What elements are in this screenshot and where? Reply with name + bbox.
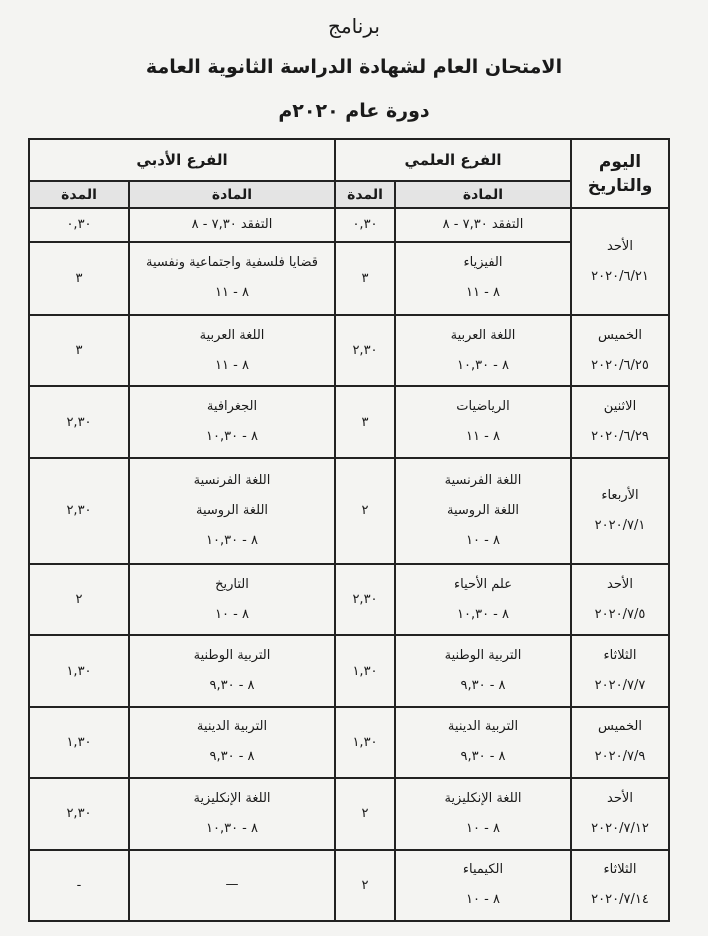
table-row — [29, 707, 669, 778]
exam-time: ٨ - ١٠,٣٠ — [205, 532, 258, 548]
lit-subject-cell — [129, 850, 335, 921]
subject-name: التفقد ٧,٣٠ - ٨ — [442, 216, 524, 232]
exam-date: ٢٠٢٠/٦/٢٥ — [591, 357, 649, 373]
lit-duration-cell: ٣ — [29, 315, 129, 386]
sci-subject-cell — [395, 458, 571, 564]
subject-name: — — [225, 877, 239, 893]
day-date-header: اليوم والتاريخ — [571, 139, 669, 208]
table-row — [29, 850, 669, 921]
subject-name: قضايا فلسفية واجتماعية ونفسية — [146, 255, 318, 271]
sci-subject-cell — [395, 778, 571, 849]
sci-duration-header: المدة — [335, 181, 395, 208]
lit-duration-cell: ٢,٣٠ — [29, 458, 129, 564]
sci-subject-cell — [395, 707, 571, 778]
sci-subject-cell — [395, 242, 571, 315]
table-row — [29, 386, 669, 457]
exam-date: ٢٠٢٠/٧/١٤ — [591, 892, 649, 908]
sci-duration-cell: ٣ — [335, 386, 395, 457]
table-row — [29, 315, 669, 386]
subject-name: علم الأحياء — [454, 576, 512, 592]
exam-schedule-table — [28, 138, 670, 922]
subject-name: الفيزياء — [463, 255, 503, 271]
sci-duration-cell: ٢ — [335, 850, 395, 921]
lit-subject-cell — [129, 564, 335, 635]
subject-name: الجغرافية — [206, 399, 258, 415]
lit-duration-header: المدة — [29, 181, 129, 208]
day-name: الأربعاء — [601, 487, 639, 503]
subject-name: اللغة الإنكليزية — [193, 790, 271, 806]
subject-name: التربية الوطنية — [444, 648, 522, 664]
day-name: الثلاثاء — [603, 648, 637, 664]
sci-subject-cell — [395, 315, 571, 386]
lit-subject-cell — [129, 458, 335, 564]
lit-subject-cell — [129, 386, 335, 457]
exam-date: ٢٠٢٠/٧/١٢ — [591, 820, 649, 836]
sci-subject-header: المادة — [395, 181, 571, 208]
day-cell — [571, 778, 669, 849]
subject-name: التفقد ٧,٣٠ - ٨ — [191, 216, 273, 232]
exam-time: ٨ - ١٠ — [466, 892, 500, 908]
table-row — [29, 458, 669, 564]
sci-duration-cell: ٠,٣٠ — [335, 208, 395, 242]
exam-time: ٨ - ١٠,٣٠ — [456, 606, 509, 622]
exam-time: ٨ - ١٠,٣٠ — [205, 429, 258, 445]
subject-name: التربية الوطنية — [193, 648, 271, 664]
subject-name: الكيمياء — [462, 862, 504, 878]
day-name: الخميس — [598, 719, 642, 735]
exam-time: ٨ - ١١ — [215, 357, 249, 373]
exam-date: ٢٠٢٠/٧/٧ — [594, 678, 646, 694]
day-name: الثلاثاء — [603, 862, 637, 878]
exam-title: الامتحان العام لشهادة الدراسة الثانوية العامة — [145, 56, 563, 78]
lit-subject-cell — [129, 707, 335, 778]
subject-name: اللغة الإنكليزية — [444, 790, 522, 806]
lit-subject-header: المادة — [129, 181, 335, 208]
subject-name: التاريخ — [215, 576, 249, 592]
day-name: الخميس — [598, 327, 642, 343]
lit-subject-cell — [129, 315, 335, 386]
sci-subject-cell — [395, 564, 571, 635]
program-heading: برنامج — [328, 14, 380, 38]
subject-name: اللغة الفرنسية — [444, 472, 522, 488]
lit-duration-cell: ٢ — [29, 564, 129, 635]
sci-duration-cell: ٢ — [335, 778, 395, 849]
subject-name: اللغة العربية — [450, 327, 516, 343]
day-cell — [571, 386, 669, 457]
day-cell — [571, 458, 669, 564]
lit-subject-cell — [129, 635, 335, 706]
exam-date: ٢٠٢٠/٧/٥ — [594, 606, 646, 622]
day-cell — [571, 850, 669, 921]
lit-duration-cell: - — [29, 850, 129, 921]
sci-duration-cell: ٢ — [335, 458, 395, 564]
sci-duration-cell: ٢,٣٠ — [335, 315, 395, 386]
day-cell — [571, 635, 669, 706]
sci-duration-cell: ٢,٣٠ — [335, 564, 395, 635]
sci-subject-cell — [395, 386, 571, 457]
subject-name: اللغة الروسية — [446, 502, 520, 518]
exam-date: ٢٠٢٠/٧/٩ — [594, 749, 646, 765]
exam-time: ٨ - ٩,٣٠ — [209, 749, 255, 765]
table-row — [29, 778, 669, 849]
exam-time: ٨ - ١٠,٣٠ — [205, 820, 258, 836]
exam-time: ٨ - ١٠ — [466, 820, 500, 836]
table-row — [29, 564, 669, 635]
subject-name: التربية الدينية — [447, 719, 519, 735]
lit-subject-cell — [129, 242, 335, 315]
sci-subject-cell — [395, 208, 571, 242]
exam-time: ٨ - ١١ — [466, 285, 500, 301]
exam-time: ٨ - ٩,٣٠ — [209, 678, 255, 694]
sci-subject-cell — [395, 635, 571, 706]
exam-time: ٨ - ١١ — [466, 429, 500, 445]
exam-time: ٨ - ١٠ — [215, 606, 249, 622]
sci-subject-cell — [395, 850, 571, 921]
table-row — [29, 635, 669, 706]
sci-duration-cell: ٣ — [335, 242, 395, 315]
exam-date: ٢٠٢٠/٦/٢١ — [591, 268, 649, 284]
day-cell — [571, 208, 669, 315]
exam-time: ٨ - ١١ — [215, 285, 249, 301]
lit-subject-cell — [129, 208, 335, 242]
day-name: الأحد — [607, 576, 633, 592]
day-cell — [571, 707, 669, 778]
day-cell — [571, 564, 669, 635]
day-name: الأحد — [607, 790, 633, 806]
sci-duration-cell: ١,٣٠ — [335, 635, 395, 706]
exam-time: ٨ - ١٠,٣٠ — [456, 357, 509, 373]
subject-name: اللغة العربية — [199, 327, 265, 343]
lit-duration-cell: ١,٣٠ — [29, 707, 129, 778]
day-cell — [571, 315, 669, 386]
subject-name: اللغة الروسية — [195, 502, 269, 518]
subject-name: التربية الدينية — [196, 719, 268, 735]
lit-duration-cell: ١,٣٠ — [29, 635, 129, 706]
literary-branch-header: الفرع الأدبي — [29, 139, 335, 181]
sci-duration-cell: ١,٣٠ — [335, 707, 395, 778]
lit-duration-cell: ٠,٣٠ — [29, 208, 129, 242]
exam-time: ٨ - ٩,٣٠ — [460, 678, 506, 694]
lit-subject-cell — [129, 778, 335, 849]
session-year: دورة عام ٢٠٢٠م — [278, 100, 430, 122]
lit-duration-cell: ٣ — [29, 242, 129, 315]
lit-duration-cell: ٢,٣٠ — [29, 778, 129, 849]
exam-date: ٢٠٢٠/٦/٢٩ — [591, 429, 649, 445]
subject-name: اللغة الفرنسية — [193, 472, 271, 488]
scientific-branch-header: الفرع العلمي — [335, 139, 571, 181]
day-name: الاثنين — [603, 399, 637, 415]
exam-date: ٢٠٢٠/٧/١ — [594, 517, 646, 533]
subject-name: الرياضيات — [456, 399, 510, 415]
day-name: الأحد — [607, 238, 633, 254]
exam-time: ٨ - ٩,٣٠ — [460, 749, 506, 765]
exam-time: ٨ - ١٠ — [466, 532, 500, 548]
table-row — [29, 208, 669, 242]
lit-duration-cell: ٢,٣٠ — [29, 386, 129, 457]
